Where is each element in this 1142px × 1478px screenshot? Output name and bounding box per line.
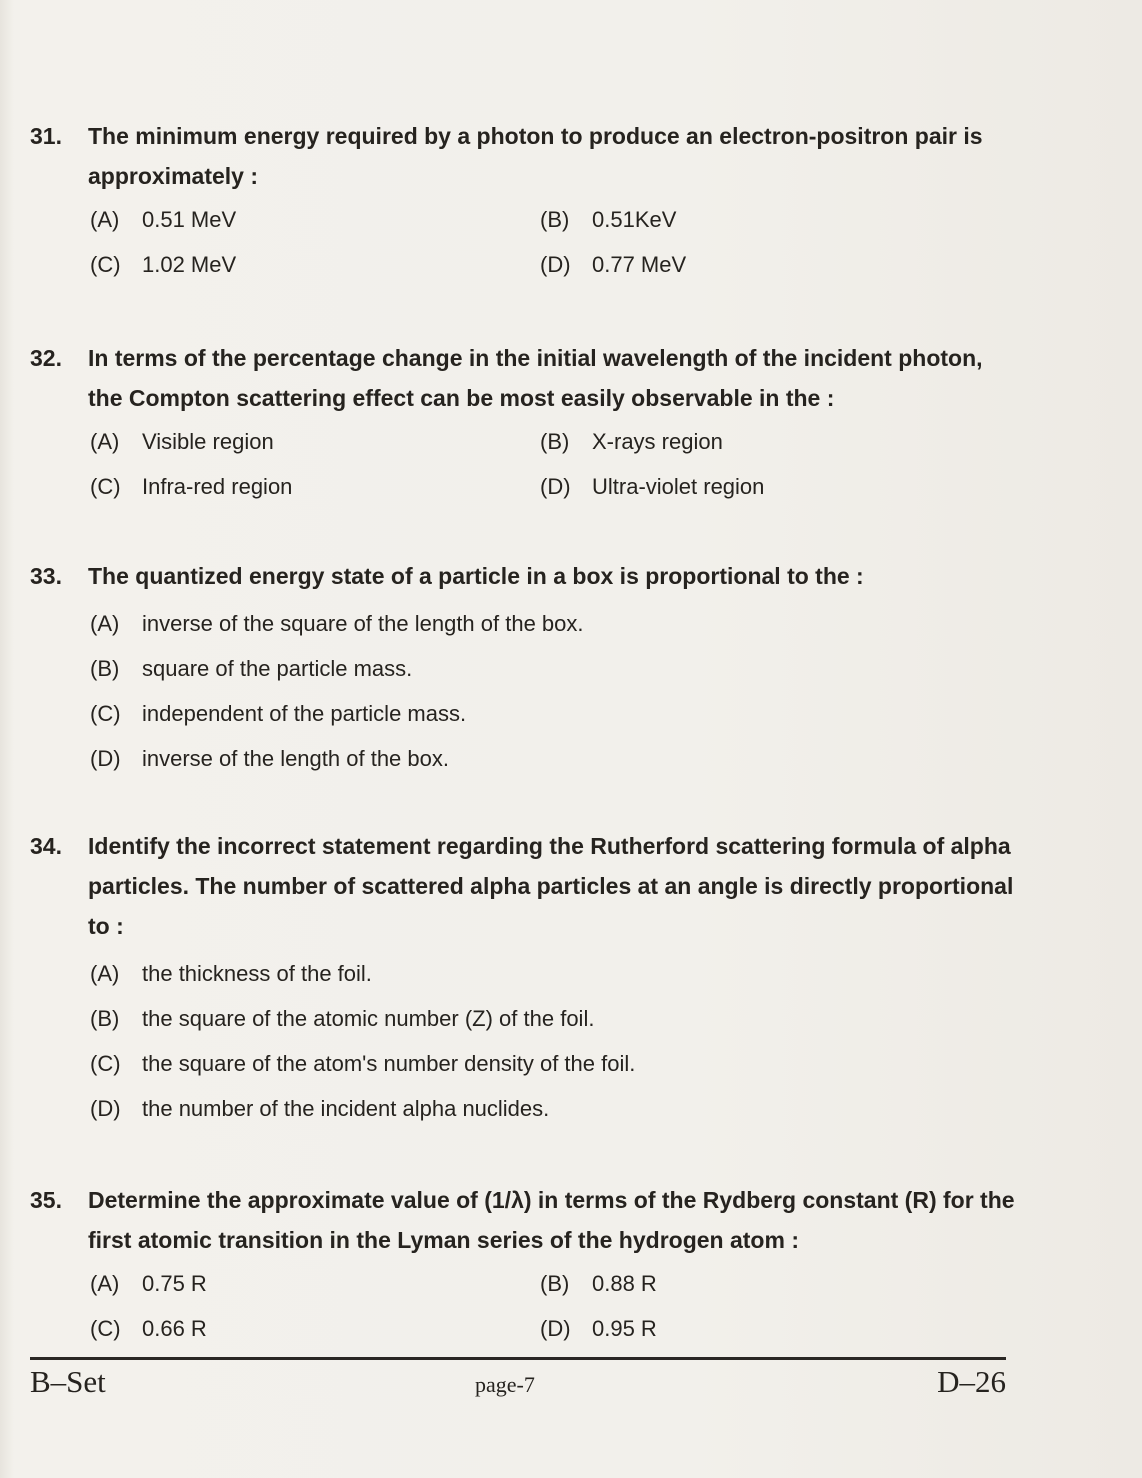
option-label: (A) <box>90 961 120 986</box>
option-b <box>540 424 990 459</box>
option-text: 0.51KeV <box>592 207 677 232</box>
option-text: square of the particle mass. <box>142 656 413 681</box>
option-b <box>90 1001 1020 1036</box>
question-35 <box>30 1180 1020 1346</box>
option-text: inverse of the square of the length of the box. <box>142 611 584 636</box>
option-c <box>90 696 1020 731</box>
question-number: 32. <box>30 345 62 371</box>
option-b <box>540 202 990 237</box>
option-text: the thickness of the foil. <box>142 961 372 986</box>
question-34 <box>30 826 1020 1126</box>
option-text: Ultra-violet region <box>592 474 765 499</box>
question-header <box>30 826 1020 946</box>
option-d <box>540 469 990 504</box>
options-grid <box>90 424 1020 504</box>
option-label: (C) <box>90 701 121 726</box>
option-label: (B) <box>90 656 120 681</box>
option-c <box>90 469 540 504</box>
option-d <box>90 1091 1020 1126</box>
option-label: (D) <box>540 252 571 277</box>
page-number: page-7 <box>475 1372 535 1397</box>
question-text: In terms of the percentage change in the initial wavelength of the incident photon, the Compton scattering effect can be most easily observable in the : <box>88 345 983 411</box>
option-d <box>540 247 990 282</box>
question-number: 33. <box>30 563 62 589</box>
options-grid <box>90 202 1020 282</box>
option-d <box>540 1311 990 1346</box>
option-text: 0.77 MeV <box>592 252 687 277</box>
options-list <box>90 606 1020 776</box>
option-text: Infra-red region <box>142 474 293 499</box>
question-31 <box>30 116 1020 282</box>
question-text: Determine the approximate value of (1/λ) in terms of the Rydberg constant (R) for the first atomic transition in the Lyman series of the hydrogen atom : <box>88 1187 1015 1253</box>
option-a <box>90 1266 540 1301</box>
option-label: (B) <box>90 1006 120 1031</box>
option-b <box>90 651 1020 686</box>
option-label: (C) <box>90 1051 121 1076</box>
option-a <box>90 202 540 237</box>
option-text: 0.66 R <box>142 1316 207 1341</box>
option-text: Visible region <box>142 429 274 454</box>
option-text: 0.88 R <box>592 1271 657 1296</box>
question-text: The minimum energy required by a photon to produce an electron-positron pair is approximately : <box>88 123 983 189</box>
option-text: 1.02 MeV <box>142 252 237 277</box>
option-c <box>90 1311 540 1346</box>
option-text: 0.95 R <box>592 1316 657 1341</box>
question-number: 31. <box>30 123 62 149</box>
option-text: 0.75 R <box>142 1271 207 1296</box>
option-text: the square of the atom's number density of the foil. <box>142 1051 636 1076</box>
option-label: (C) <box>90 252 121 277</box>
options-grid <box>90 1266 1020 1346</box>
option-label: (C) <box>90 1316 121 1341</box>
option-text: 0.51 MeV <box>142 207 237 232</box>
option-label: (B) <box>540 1271 570 1296</box>
set-label: B–Set <box>30 1364 106 1399</box>
question-text: Identify the incorrect statement regarding the Rutherford scattering formula of alpha particles. The number of scattered alpha particles at an angle is directly proportional to : <box>88 833 1014 939</box>
option-b <box>540 1266 990 1301</box>
option-label: (D) <box>90 1096 121 1121</box>
option-text: inverse of the length of the box. <box>142 746 449 771</box>
question-number: 34. <box>30 833 62 859</box>
option-label: (D) <box>90 746 121 771</box>
question-header <box>30 116 1020 196</box>
option-text: the number of the incident alpha nuclides. <box>142 1096 550 1121</box>
question-text: The quantized energy state of a particle in a box is proportional to the : <box>88 563 864 589</box>
question-header <box>30 338 1020 418</box>
option-label: (B) <box>540 429 570 454</box>
option-label: (D) <box>540 1316 571 1341</box>
option-text: the square of the atomic number (Z) of the foil. <box>142 1006 595 1031</box>
option-a <box>90 424 540 459</box>
paper-code: D–26 <box>937 1364 1006 1399</box>
option-text: independent of the particle mass. <box>142 701 467 726</box>
question-header <box>30 1180 1020 1260</box>
option-a <box>90 956 1020 991</box>
option-label: (A) <box>90 429 120 454</box>
option-text: X-rays region <box>592 429 723 454</box>
page-footer <box>30 1364 1006 1404</box>
option-label: (D) <box>540 474 571 499</box>
question-header <box>30 556 1020 596</box>
option-label: (B) <box>540 207 570 232</box>
option-label: (A) <box>90 1271 120 1296</box>
option-d <box>90 741 1020 776</box>
option-c <box>90 247 540 282</box>
option-c <box>90 1046 1020 1081</box>
footer-divider <box>30 1357 1006 1360</box>
option-label: (A) <box>90 207 120 232</box>
question-32 <box>30 338 1020 504</box>
option-label: (C) <box>90 474 121 499</box>
question-33 <box>30 556 1020 776</box>
option-label: (A) <box>90 611 120 636</box>
options-list <box>90 956 1020 1126</box>
option-a <box>90 606 1020 641</box>
question-number: 35. <box>30 1187 62 1213</box>
